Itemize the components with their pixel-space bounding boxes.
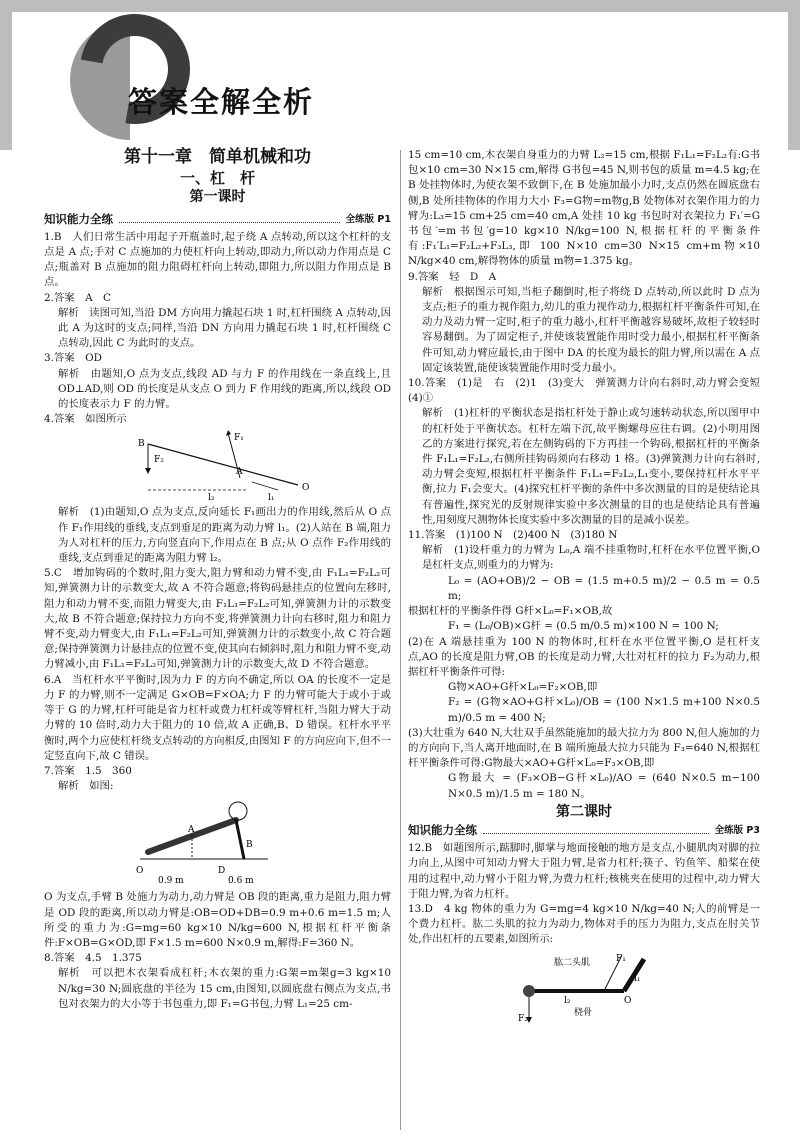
chapter-title: 第十一章 简单机械和功 [124, 147, 311, 167]
answer-q4: 4.答案 如图所示 [44, 413, 127, 426]
forearm-diagram-q13 [504, 951, 664, 1025]
answer-q9: 9.答案 轻 D A [408, 270, 497, 283]
answer-q5: 5.C 增加钩码的个数时,阻力变大,阻力臂和动力臂不变,由 F₁L₁=F₂L₂可知,弹簧测力计的示数变大,故 A 不符合题意;将钩码悬挂点的位置向左移时,阻力和动力臂不变,而阻力臂变大,由 F₁L₁=F₂L₂可知,弹簧测力计的示数变大,故 B 不符合题意;保持拉力方向不变,将弹簧测力计向右移时,阻力和阻力臂不变,动力臂变大,由 F₁L₁=F₂L₂可知,弹簧测力计的示数变小,故 C 符合题意;保持弹簧测力计悬挂点的位置不变,使其向右倾斜时,阻力和阻力臂不变,动力臂减小,由 F₁L₁=F₂L₂可知,弹簧测力计的示数变大,故 D 不符合题意。 [44, 567, 391, 671]
section-title: 一、杠 杆 [179, 169, 255, 188]
lever-diagram-q4 [128, 430, 308, 502]
equation-4: G物最大 = (F₃×OB−G杆×L₀)/AO = (640 N×0.5 m−100 N×0.5 m)/1.5 m = 180 N。 [448, 772, 760, 800]
answer-q10: 10.答案 (1)是 右 (2)1 (3)变大 弹簧测力计向右斜时,动力臂会变短 (4)① [408, 377, 771, 405]
dotted-rule-2 [483, 827, 709, 834]
analysis-q11-b: 根据杠杆的平衡条件得 G杆×L₀=F₁×OB,故 [408, 605, 613, 618]
analysis-q4: 解析 (1)由题知,O 点为支点,反向延长 F₁画出力的作用线,然后从 O 点作 F₁作用线的垂线,支点到垂足的距离为动力臂 l₁。(2)人站在 B 端,阻力为人对杠杆的压力,方向竖直向下,作用点在 B 点;从 O 点作 F₂作用线的垂线,支点到垂足的距离为阻力臂 l₂。 [58, 506, 391, 565]
answer-q2: 2.答案 A C [44, 291, 111, 304]
answer-q1: 1.B 人们日常生活中用起子开瓶盖时,起子绕 A 点转动,所以这个杠杆的支点是 A 点;手对 C 点施加的力使杠杆向上转动,即动力,所以动力作用点是 C 点;瓶盖对 B 点施加的阻力阻碍杠杆向上转动,即阻力,所以阻力作用点是 B 点。 [44, 230, 391, 289]
answer-q13: 13.D 4 kg 物体的重力为 G=mg=4 kg×10 N/kg=40 N;人的前臂是一个费力杠杆。肱二头肌的拉力为动力,物体对手的压力为阻力,支点在肘关节处,作出杠杆的五要素,如图所示: [408, 902, 760, 946]
left-column [44, 148, 391, 1012]
fig4-label-l1: l₁ [267, 493, 274, 504]
fig4-label-B: B [137, 439, 145, 450]
knowledge-bar-title-2: 知识能力全练 [408, 822, 477, 837]
fig4-label-l2: l₂ [207, 493, 214, 504]
knowledge-bar-title: 知识能力全练 [44, 211, 113, 226]
answer-q12: 12.B 如题图所示,踮脚时,脚掌与地面接触的地方是支点,小腿肌肉对脚的拉力向上,从图中可知动力臂大于阻力臂,是省力杠杆;筷子、钓鱼竿、船桨在使用的过程中,动力臂小于阻力臂,为费力杠杆;核桃夹在使用的过程中,动力臂大于阻力臂,为省力杠杆。 [408, 842, 760, 900]
fig13-label-F2: F₂ [518, 1013, 528, 1024]
answer-q3: 3.答案 OD [44, 352, 102, 365]
fig7-label-09: 0.9 m [157, 876, 184, 887]
analysis-q11-c: (2)在 A 端悬挂重为 100 N 的物体时,杠杆在水平位置平衡,O 是杠杆支点,AO 的长度是阻力臂,OB 的长度是动力臂,大壮对杠杆的拉力 F₂为动力,根据杠杆平衡条件可得: [408, 635, 760, 678]
analysis-q7: O 为支点,手臂 B 处施力为动力,动力臂是 OB 段的距离,重力是阻力,阻力臂是 OD 段的距离,所以动力臂是:OB=OD+DB=0.9 m+0.6 m=1.5 m;人所受的重力为:G=mg=60 kg×10 N/kg=600 N,根据杠杆平衡条件:F×OB=G×OD,即 F×1.5 m=600 N×0.9 m,解得:F=360 N。 [44, 891, 391, 949]
answer-q11: 11.答案 (1)100 N (2)400 N (3)180 N [408, 529, 618, 542]
analysis-q10: 解析 (1)杠杆的平衡状态是指杠杆处于静止或匀速转动状态,所以图甲中的杠杆处于平衡状态。杠杆左端下沉,故平衡螺母应往右调。(2)小明用图乙的方案进行探究,若在左侧钩码的下方再挂一个钩码,根据杠杆的平衡条件 F₁L₁=F₂L₂,右侧所挂钩码须向右移动 1 格。(3)弹簧测力计向右斜时,动力臂会变短,根据杠杆平衡条件 F₁L₁=F₂L₂,L₁变小,要保持杠杆水平平衡,拉力 F₁会变大。(4)探究杠杆平衡的条件中多次测量的目的是使结论具有普遍性,探究光的反射规律实验中多次测量的目的也是使结论具有普遍性,用刻度尺测物体长度实验中多次测量的目的是减小误差。 [422, 407, 760, 526]
fig13-label-l2: l₂ [564, 995, 571, 1006]
answer-q6: 6.A 当杠杆水平平衡时,因为力 F 的方向不确定,所以 OA 的长度不一定是力 F 的力臂,则不一定满足 G×OB=F×OA;力 F 的力臂可能大于或小于或等于 G 的力臂,杠杆可能是省力杠杆或费力杠杆或等臂杠杆,当阻力臂大于动力臂的 10 倍时,动力大于阻力的 10 倍,故 A 正确,B、D 错误。杠杆水平平衡时,两个力应使杠杆绕支点转动的方向相反,由图知 F 的方向应向下,但不一定竖直向下,故 C 错误。 [44, 673, 391, 762]
fig7-label-06: 0.6 m [227, 876, 254, 887]
fig4-label-O: O [301, 483, 309, 494]
analysis-q8-cont: 15 cm=10 cm,木衣架自身重力的力臂 L₂=15 cm,根据 F₁L₁=F₂L₂有:G书包×10 cm=30 N×15 cm,解得 G书包=45 N,则书包的质量 m=4.5 kg;在 B 处挂物体时,为使衣架不致倒下,在 B 处施加最小力时,支点仍然在圆底盘右侧,B 处所挂物体的作用力大小 F₃=G物=m物g,B 处物体对衣架作用力的力臂为:L₃=15 cm+25 cm=40 cm,A 处挂 10 kg 书包时对衣架拉力 F₁′=G书包′=m书包′g=10 kg×10 N/kg=100 N,根据杠杆的平衡条件有:F₁′L₁=F₂L₂+F₃L₃,即 100 N×10 cm=30 N×15 cm+m物×10 N/kg×40 cm,解得物体的质量 m物=1.375 kg。 [408, 149, 760, 268]
analysis-q11-d: (3)大壮重为 640 N,大壮双手虽然能施加的最大拉力为 800 N,但人施加的力的方向向下,当人离开地面时,在 B 端所施最大拉力只能为 F₃=640 N,根据杠杆平衡条件可得:G物最大×AO+G杆×L₀=F₃×OB,即 [408, 726, 760, 770]
knowledge-bar-version-2: 全练版 P3 [714, 824, 760, 836]
equation-2: F₁ = (L₀/OB)×G杆 = (0.5 m/0.5 m)×100 N = 100 N; [448, 620, 719, 633]
analysis-q11: 解析 (1)设杆重力的力臂为 L₀,A 端不挂重物时,杠杆在水平位置平衡,O 是杠杆支点,则重力的力臂为: [422, 544, 760, 572]
column-divider [400, 150, 401, 1130]
fig13-label-muscle: 肱二头肌 [554, 957, 591, 968]
answer-q8: 8.答案 4.5 1.375 [44, 952, 142, 965]
lesson-title-1: 第一课时 [189, 189, 246, 206]
fig13-label-O: O [624, 995, 632, 1006]
equation-3b: F₂ = (G物×AO+G杆×L₀)/OB = (100 N×1.5 m+100 N×0.5 m)/0.5 m = 400 N; [448, 696, 760, 724]
equation-1: L₀ = (AO+OB)/2 − OB = (1.5 m+0.5 m)/2 − 0.5 m = 0.5 m; [448, 574, 760, 602]
analysis-q2: 解析 读图可知,当沿 DM 方向用力撬起石块 1 时,杠杆围绕 A 点转动,因此 A 为这时的支点;同样,当沿 DN 方向用力撬起石块 1 时,杠杆围绕 C 点转动,因此 C 为此时的支点。 [58, 306, 391, 350]
fig13-label-l1: l₁ [634, 973, 641, 984]
analysis-q7-head: 解析 如图: [58, 780, 114, 793]
equation-3a: G物×AO+G杆×L₀=F₂×OB,即 [448, 681, 598, 694]
dotted-rule [119, 216, 340, 223]
fig13-label-F1: F₁ [616, 953, 626, 964]
knowledge-bar-version: 全练版 P1 [345, 213, 391, 225]
page-banner-title: 答案全解全析 [128, 85, 315, 119]
lesson-title-2: 第二课时 [556, 803, 612, 820]
right-column [408, 148, 771, 1028]
fig7-label-A: A [187, 825, 194, 836]
analysis-q3: 解析 由题知,O 点为支点,线段 AD 与力 F 的作用线在一条直线上,且 OD⊥AD,则 OD 的长度是从支点 O 到力 F 作用线的距离,所以,线段 OD 的长度表示力 F 的力臂。 [58, 367, 391, 411]
analysis-q8: 解析 可以把木衣架看成杠杆;木衣架的重力:G架=m架g=3 kg×10 N/kg=30 N;圆底盘的半径为 15 cm,由图知,以圆底盘右侧点为支点,书包对衣架力的大小等于书包重力,即 F₁=G书包,力臂 L₁=25 cm- [58, 967, 391, 1010]
analysis-q9: 解析 根据图示可知,当柜子翻倒时,柜子将绕 D 点转动,所以此时 D 点为支点;柜子的重力视作阻力,幼儿的重力视作动力,根据杠杆平衡条件可知,在动力及动力臂一定时,柜子的重力越小,杠杆平衡越容易破坏,故柜子较轻时容易翻倒。为了固定柜子,并使该装置能作用时受力最小,根据杠杆平衡条件可知,动力臂应最长,由于图中 DA 的长度为最长的阻力臂,所以需在 A 点固定该装置,能使该装置能作用时受力最小。 [422, 285, 760, 374]
fig4-label-F2: F₂ [153, 455, 164, 466]
fig7-label-D: D [217, 866, 225, 877]
fig4-label-A: A [235, 467, 242, 478]
fig7-label-B: B [245, 840, 253, 851]
knowledge-bar-2 [408, 823, 760, 838]
fig13-label-bone: 桡骨 [574, 1007, 593, 1018]
fig4-label-F1: F₁ [233, 433, 244, 444]
knowledge-bar-1 [44, 212, 391, 227]
pushup-diagram-q7 [118, 797, 318, 887]
fig7-label-O: O [135, 866, 143, 877]
answer-q7: 7.答案 1.5 360 [44, 764, 132, 777]
